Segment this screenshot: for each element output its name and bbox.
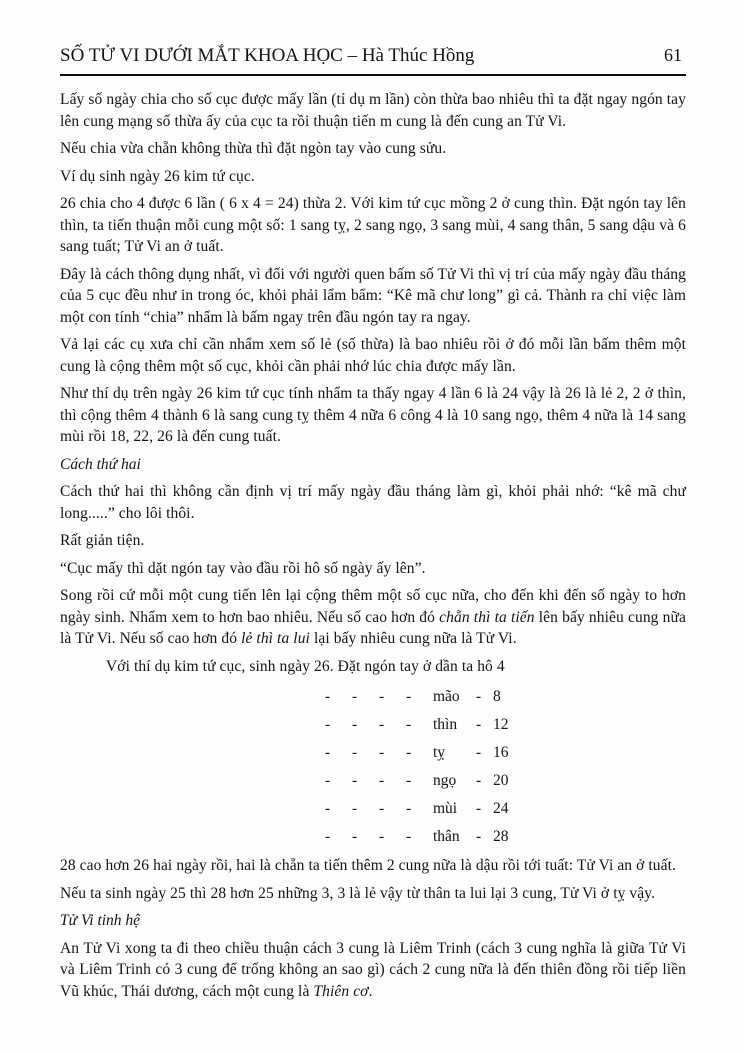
dash: - <box>325 828 331 845</box>
dash: - <box>352 744 358 761</box>
emphasis-odd-retreat: lẻ thì ta lui <box>241 630 310 647</box>
dash: - <box>406 744 412 761</box>
paragraph-very-simple: Rất giản tiện. <box>60 532 145 549</box>
dash: - <box>352 828 358 845</box>
dash: - <box>406 688 412 705</box>
sequence-value: 24 <box>493 800 509 817</box>
dash: - <box>406 772 412 789</box>
dash: - <box>379 688 385 705</box>
paragraph-result-28: 28 cao hơn 26 hai ngày rồi, hai là chẵn ta tiến thêm 2 cung nữa là dậu rồi tới tuất: Tử Vi an ở tuất. <box>60 857 677 874</box>
sequence-row <box>325 795 686 823</box>
paragraph-advance-rule <box>60 585 686 650</box>
sequence-value: 20 <box>493 772 509 789</box>
sequence-row <box>325 739 686 767</box>
dash: - <box>325 800 331 817</box>
dash: - <box>379 800 385 817</box>
dash: - <box>406 716 412 733</box>
dash: - <box>406 828 412 845</box>
dash: - <box>406 800 412 817</box>
dash: - <box>379 716 385 733</box>
dash: - <box>379 744 385 761</box>
sequence-row <box>325 823 686 851</box>
page-number: 61 <box>664 45 682 65</box>
dash: - <box>352 800 358 817</box>
branch-label: mão <box>433 688 460 705</box>
page-content <box>60 44 686 1008</box>
text-segment: lên bấy nhiêu cung nữa là Tử Vi. Nếu số cao hơn đó <box>60 608 686 647</box>
paragraph-example-intro: Ví dụ sinh ngày 26 kim tứ cục. <box>60 167 255 185</box>
dash: - <box>352 716 358 733</box>
dash: - <box>325 772 331 789</box>
text-segment: Song rồi cứ mỗi một cung tiến lên lại cộng thêm một số cục nữa, cho đến khi đến số ngày to hơn ngày sinh. Nhẩm xem to hơn bao nhiêu. Nếu số cao hơn đó <box>60 587 686 626</box>
branch-label: thìn <box>433 716 458 733</box>
dash: - <box>476 716 482 733</box>
paragraph-star-placement <box>60 938 686 1003</box>
paragraph-division-rule: Lấy số ngày chia cho số cục được mấy lần (tỉ dụ m lần) còn thừa bao nhiêu thì ta đặt ngay ngón tay lên cung mạng số thừa ấy của cục ta rồi thuận tiến m cung là đến cung an Tử Vi. <box>60 91 686 130</box>
branch-label: mùi <box>433 800 458 817</box>
dash: - <box>325 744 331 761</box>
dash: - <box>476 744 482 761</box>
dash: - <box>352 688 358 705</box>
section-heading-method-two: Cách thứ hai <box>60 455 141 473</box>
counting-sequence-table <box>325 683 686 851</box>
sequence-row <box>325 767 686 795</box>
emphasis-thien-co: Thiên cơ <box>313 982 369 1000</box>
page-header <box>60 44 686 76</box>
text-segment: . <box>368 982 373 1000</box>
paragraph-ancients-method: Vả lại các cụ xưa chỉ cần nhẩm xem số lẻ (số thừa) là bao nhiêu rồi ở đó mỗi lần bấm thêm một cung là cộng thêm một số cục, khỏi cần phải nhớ lúc chia được mấy lần. <box>60 336 686 375</box>
branch-label: tỵ <box>433 744 446 761</box>
dash: - <box>325 716 331 733</box>
paragraph-method-two-intro: Cách thứ hai thì không cần định vị trí mấy ngày đầu tháng làm gì, khỏi phải nhớ: “kê mã chư long.....” cho lôi thôi. <box>60 483 686 522</box>
paragraph-result-25: Nếu ta sinh ngày 25 thì 28 hơn 25 những 3, 3 là lẻ vậy từ thân ta lui lại 3 cung, Tử Vi ở tỵ vậy. <box>60 884 656 902</box>
paragraph-even-division: Nếu chia vừa chẵn không thừa thì đặt ngòn tay vào cung sửu. <box>60 140 447 157</box>
paragraph-mental-calc-example: Như thí dụ trên ngày 26 kim tứ cục tính nhẩm ta thấy ngay 4 lần 6 là 24 vậy là 26 là lẻ 2, 2 ở thìn, thì cộng thêm 4 thành 6 là sang cung tỵ thêm 4 nữa 6 công 4 là 10 sang ngọ, thêm 4 nữa là 14 sang mùi rồi 18, 22, 26 là đến cung tuất. <box>60 385 686 445</box>
branch-label: ngọ <box>433 772 457 789</box>
dash: - <box>352 772 358 789</box>
text-segment: An Tử Vi xong ta đi theo chiều thuận cách 3 cung là Liêm Trinh (cách 3 cung nghĩa là giữa Tử Vi và Liêm Trinh có 3 cung để trống không an sao gì) cách 2 cung nữa là đến thiên đồng rồi tiếp liền Vũ khúc, Thái dương, cách một cung là <box>60 939 686 1000</box>
dash: - <box>379 772 385 789</box>
paragraph-quoted-instruction: “Cục mấy thì dặt ngón tay vào đầu rồi hô số ngày ấy lên”. <box>60 559 426 577</box>
dash: - <box>476 828 482 845</box>
book-title: SỐ TỬ VI DƯỚI MẮT KHOA HỌC – Hà Thúc Hồng <box>60 45 475 66</box>
sequence-value: 12 <box>493 716 509 733</box>
sequence-value: 16 <box>493 744 509 761</box>
dash: - <box>476 772 482 789</box>
dash: - <box>379 828 385 845</box>
section-heading-tuvi-star-system: Tử Vi tinh hệ <box>60 912 141 929</box>
dash: - <box>325 688 331 705</box>
paragraph-counting-example: Với thí dụ kim tứ cục, sinh ngày 26. Đặt ngón tay ở dần ta hô 4 <box>106 657 505 675</box>
sequence-value: 8 <box>493 688 501 705</box>
dash: - <box>476 800 482 817</box>
branch-label: thân <box>433 828 460 845</box>
sequence-value: 28 <box>493 828 509 845</box>
sequence-row <box>325 711 686 739</box>
sequence-row <box>325 683 686 711</box>
dash: - <box>476 688 482 705</box>
paragraph-common-method: Đây là cách thông dụng nhất, vì đối với người quen bấm số Tử Vi thì vị trí của mấy ngày đầu tháng của 5 cục đều như in trong óc, khỏi phải lẩm bẩm: “Kê mã chư long” gì cả. Thành ra chỉ việc làm một con tính “chia” nhẩm là bấm ngay trên đầu ngón tay ra ngay. <box>60 265 686 326</box>
paragraph-example-calculation: 26 chia cho 4 được 6 lần ( 6 x 4 = 24) thừa 2. Với kim tứ cục mồng 2 ở cung thìn. Đặt ngón tay lên thìn, ta tiến thuận mỗi cung một số: 1 sang tỵ, 2 sang ngọ, 3 sang mùi, 4 sang thân, 5 sang dậu và 6 sang tuất; Tử Vi an ở tuất. <box>60 195 686 255</box>
text-segment: lại bấy nhiêu cung nữa là Tử Vi. <box>309 630 517 647</box>
emphasis-even-advance: chẵn thì ta tiến <box>439 608 535 626</box>
